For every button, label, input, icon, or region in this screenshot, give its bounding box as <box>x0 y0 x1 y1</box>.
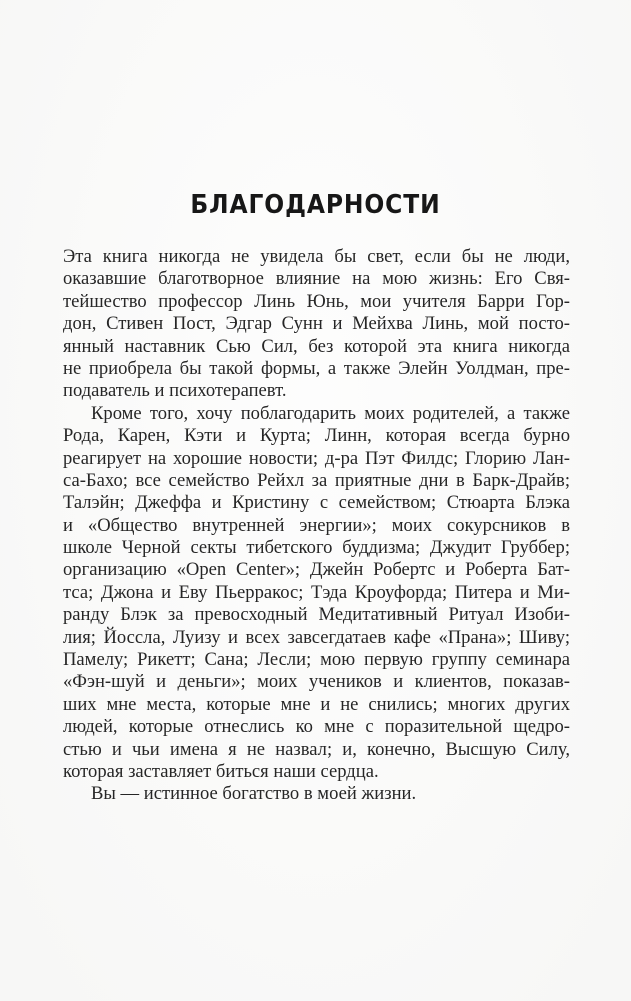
text-line: ших мне места, которые мне и не снились; многих других <box>63 693 570 715</box>
text-line: подаватель и психотерапевт. <box>63 380 287 402</box>
text-line: «Фэн-шуй и деньги»; моих учеников и клиентов, показав- <box>63 671 570 693</box>
text-line: дон, Стивен Пост, Эдгар Сунн и Мейхва Линь, мой посто- <box>63 313 570 335</box>
text-line: тейшество профессор Линь Юнь, мои учителя Барри Гор- <box>63 290 570 312</box>
paragraph <box>63 403 570 784</box>
chapter-title: БЛАГОДАРНОСТИ <box>190 190 441 220</box>
text-line: организацию «Open Center»; Джейн Робертс и Роберта Бат- <box>63 559 570 581</box>
text-line: лия; Йоссла, Луизу и всех завсегдатаев кафе «Прана»; Шиву; <box>63 626 570 648</box>
text-line: Вы — истинное богатство в моей жизни. <box>91 783 417 805</box>
text-line: тса; Джона и Еву Пьерракос; Тэда Кроуфорда; Питера и Ми- <box>63 581 570 603</box>
text-line: оказавшие благотворное влияние на мою жизнь: Его Свя- <box>63 268 570 290</box>
text-line: людей, которые отнеслись ко мне с поразительной щедро- <box>63 716 570 738</box>
text-line: Рода, Карен, Кэти и Курта; Линн, которая всегда бурно <box>63 425 570 447</box>
paragraph <box>63 783 570 805</box>
text-line: Талэйн; Джеффа и Кристину с семейством; Стюарта Блэка <box>63 492 570 514</box>
text-line: янный наставник Сью Сил, без которой эта книга никогда <box>63 335 570 357</box>
text-line: не приобрела бы такой формы, а также Элейн Уолдман, пре- <box>63 357 570 379</box>
text-line: которая заставляет биться наши сердца. <box>63 760 379 782</box>
text-line: Памелу; Рикетт; Сана; Лесли; мою первую группу семинара <box>63 649 570 671</box>
text-line: ранду Блэк за превосходный Медитативный Ритуал Изоби- <box>63 604 570 626</box>
body-text <box>63 246 570 806</box>
text-line: и «Общество внутренней энергии»; моих сокурсников в <box>63 514 570 536</box>
text-line: стью и чьи имена я не назвал; и, конечно, Высшую Силу, <box>63 738 570 760</box>
text-line: са-Бахо; все семейство Рейхл за приятные дни в Барк-Драйв; <box>63 469 570 491</box>
text-line: Эта книга никогда не увидела бы свет, если бы не люди, <box>63 246 570 267</box>
paragraph <box>63 246 570 403</box>
text-line: Кроме того, хочу поблагодарить моих родителей, а также <box>91 402 570 424</box>
text-line: школе Черной секты тибетского буддизма; Джудит Груббер; <box>63 537 570 559</box>
text-line: реагирует на хорошие новости; д-ра Пэт Филдс; Глорию Лан- <box>63 447 570 469</box>
